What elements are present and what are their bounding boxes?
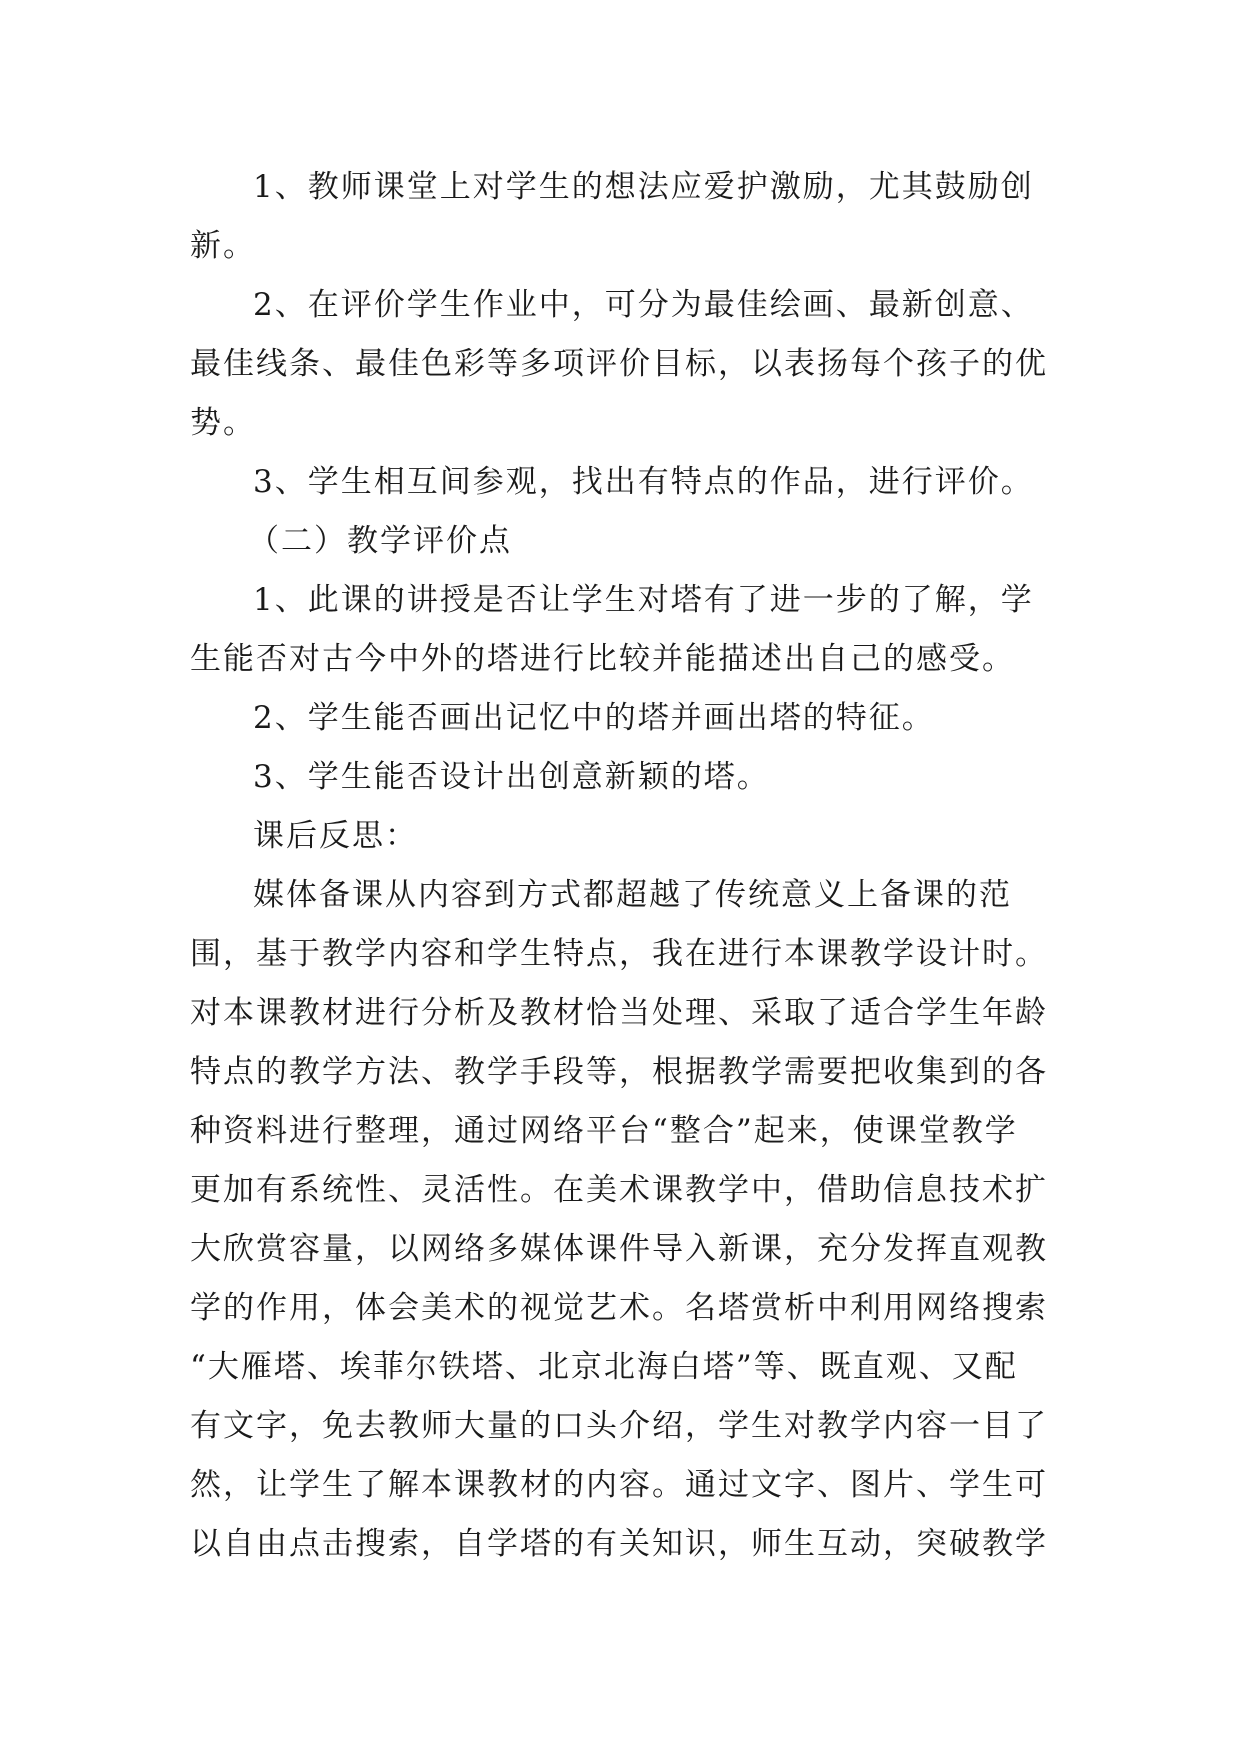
section-heading: 课后反思： <box>253 818 418 854</box>
text-line: 种资料进行整理，通过网络平台“整合”起来，使课堂教学 <box>190 1113 1018 1149</box>
section-heading: （二）教学评价点 <box>248 523 512 559</box>
text-line: 特点的教学方法、教学手段等，根据教学需要把收集到的各 <box>190 1054 1048 1090</box>
text-line: 最佳线条、最佳色彩等多项评价目标，以表扬每个孩子的优 <box>190 346 1048 382</box>
text-line: 更加有系统性、灵活性。在美术课教学中，借助信息技术扩 <box>190 1172 1048 1208</box>
text-line: 势。 <box>190 405 256 441</box>
text-line: 3、学生相互间参观，找出有特点的作品，进行评价。 <box>253 464 1034 500</box>
document-body <box>190 158 1070 1574</box>
text-line: 生能否对古今中外的塔进行比较并能描述出自己的感受。 <box>190 641 1015 677</box>
text-line: 2、在评价学生作业中，可分为最佳绘画、最新创意、 <box>253 287 1034 323</box>
text-line: 对本课教材进行分析及教材恰当处理、采取了适合学生年龄 <box>190 995 1048 1031</box>
text-line: 1、教师课堂上对学生的想法应爱护激励，尤其鼓励创 <box>253 169 1034 205</box>
text-line: “大雁塔、埃菲尔铁塔、北京北海白塔”等、既直观、又配 <box>190 1349 1018 1385</box>
text-line: 围，基于教学内容和学生特点，我在进行本课教学设计时。 <box>190 936 1048 972</box>
text-line: 3、学生能否设计出创意新颖的塔。 <box>253 759 770 795</box>
text-line: 媒体备课从内容到方式都超越了传统意义上备课的范 <box>253 877 1012 913</box>
text-line: 大欣赏容量，以网络多媒体课件导入新课，充分发挥直观教 <box>190 1231 1048 1267</box>
text-line: 以自由点击搜索，自学塔的有关知识，师生互动，突破教学 <box>190 1526 1048 1562</box>
text-line: 1、此课的讲授是否让学生对塔有了进一步的了解，学 <box>253 582 1034 618</box>
text-line: 新。 <box>190 228 256 264</box>
text-line: 然，让学生了解本课教材的内容。通过文字、图片、学生可 <box>190 1467 1048 1503</box>
text-line: 2、学生能否画出记忆中的塔并画出塔的特征。 <box>253 700 935 736</box>
text-line: 学的作用，体会美术的视觉艺术。名塔赏析中利用网络搜索 <box>190 1290 1048 1326</box>
text-line: 有文字，免去教师大量的口头介绍，学生对教学内容一目了 <box>190 1408 1048 1444</box>
